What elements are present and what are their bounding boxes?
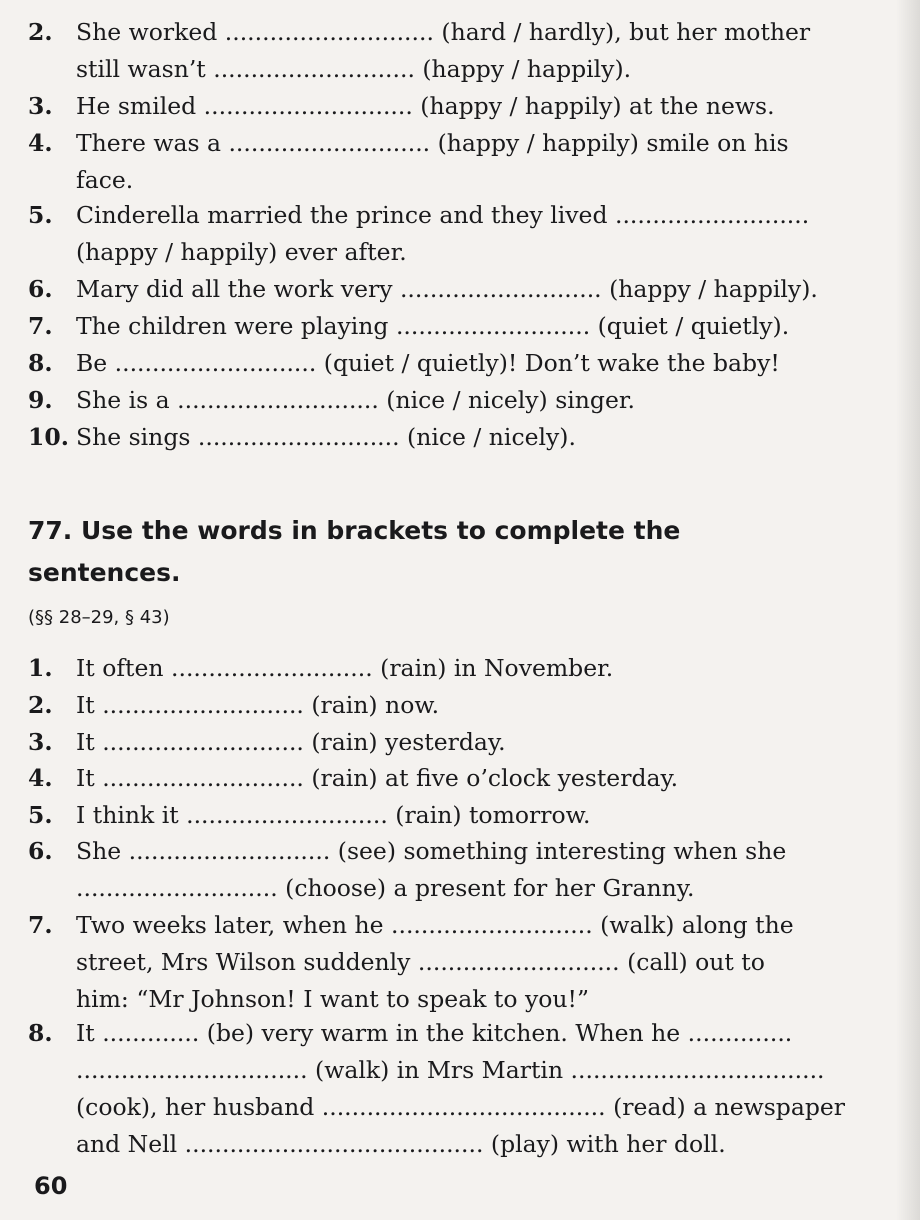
item-number: 7. bbox=[28, 911, 53, 939]
item-number: 1. bbox=[28, 654, 53, 682]
item-number: 5. bbox=[28, 201, 53, 229]
item-number: 2. bbox=[28, 691, 53, 719]
item-number: 3. bbox=[28, 728, 53, 756]
item-text: I think it ........................... (rain) tomorrow. bbox=[76, 801, 591, 829]
item-text: and Nell ........................................ (play) with her doll. bbox=[76, 1130, 726, 1158]
exercise-item bbox=[28, 650, 613, 687]
item-text: There was a ........................... (happy / happily) smile on his bbox=[76, 129, 789, 157]
exercise-item bbox=[28, 382, 635, 419]
exercise-item bbox=[28, 907, 794, 1018]
item-text: ............................... (walk) in Mrs Martin .................................. bbox=[76, 1056, 825, 1084]
exercise-heading bbox=[28, 510, 898, 594]
exercise-item bbox=[28, 1015, 845, 1163]
item-text: (happy / happily) ever after. bbox=[76, 238, 407, 266]
item-text: She is a ........................... (nice / nicely) singer. bbox=[76, 386, 635, 414]
item-text: He smiled ............................ (happy / happily) at the news. bbox=[76, 92, 775, 120]
heading-line: sentences. bbox=[28, 558, 181, 587]
item-text: Be ........................... (quiet / quietly)! Don’t wake the baby! bbox=[76, 349, 780, 377]
item-text: ........................... (choose) a present for her Granny. bbox=[76, 874, 695, 902]
item-number: 9. bbox=[28, 386, 53, 414]
exercise-item bbox=[28, 833, 786, 907]
item-text: (cook), her husband ...................................... (read) a newspaper bbox=[76, 1093, 846, 1121]
item-number: 10. bbox=[28, 423, 69, 451]
exercise-item bbox=[28, 724, 506, 761]
item-text: She sings ........................... (nice / nicely). bbox=[76, 423, 576, 451]
exercise-item bbox=[28, 271, 818, 308]
item-text: It ........................... (rain) at five o’clock yesterday. bbox=[76, 764, 679, 792]
item-text: street, Mrs Wilson suddenly ........................... (call) out to bbox=[76, 948, 765, 976]
exercise-item bbox=[28, 308, 789, 345]
item-number: 5. bbox=[28, 801, 53, 829]
page-edge-shadow bbox=[896, 0, 920, 1220]
item-text: The children were playing .......................... (quiet / quietly). bbox=[76, 312, 790, 340]
item-text: It ........................... (rain) yesterday. bbox=[76, 728, 506, 756]
item-number: 4. bbox=[28, 129, 53, 157]
item-number: 2. bbox=[28, 18, 53, 46]
exercise-item bbox=[28, 88, 775, 125]
page-number: 60 bbox=[34, 1172, 68, 1200]
item-number: 3. bbox=[28, 92, 53, 120]
item-text: She ........................... (see) something interesting when she bbox=[76, 837, 787, 865]
exercise-item bbox=[28, 14, 810, 88]
item-number: 6. bbox=[28, 837, 53, 865]
item-text: It ............. (be) very warm in the kitchen. When he .............. bbox=[76, 1019, 793, 1047]
item-number: 6. bbox=[28, 275, 53, 303]
exercise-item bbox=[28, 797, 590, 834]
item-text: Two weeks later, when he ........................... (walk) along the bbox=[76, 911, 794, 939]
item-text: Cinderella married the prince and they lived .......................... bbox=[76, 201, 810, 229]
item-text: him: “Mr Johnson! I want to speak to you!” bbox=[76, 985, 589, 1013]
item-text: She worked ............................ (hard / hardly), but her mother bbox=[76, 18, 811, 46]
exercise-item bbox=[28, 345, 780, 382]
item-text: It ........................... (rain) now. bbox=[76, 691, 440, 719]
item-text: still wasn’t ........................... (happy / happily). bbox=[76, 55, 632, 83]
item-text: It often ........................... (rain) in November. bbox=[76, 654, 614, 682]
item-number: 4. bbox=[28, 764, 53, 792]
item-text: face. bbox=[76, 166, 134, 194]
exercise-item bbox=[28, 687, 439, 724]
item-number: 7. bbox=[28, 312, 53, 340]
exercise-item bbox=[28, 125, 789, 199]
item-text: Mary did all the work very ........................... (happy / happily). bbox=[76, 275, 818, 303]
item-number: 8. bbox=[28, 1019, 53, 1047]
item-number: 8. bbox=[28, 349, 53, 377]
grammar-references: (§§ 28–29, § 43) bbox=[28, 607, 170, 628]
heading-line: 77. Use the words in brackets to complete the bbox=[28, 516, 681, 545]
exercise-item bbox=[28, 197, 809, 271]
exercise-item bbox=[28, 760, 678, 797]
exercise-item bbox=[28, 419, 576, 456]
